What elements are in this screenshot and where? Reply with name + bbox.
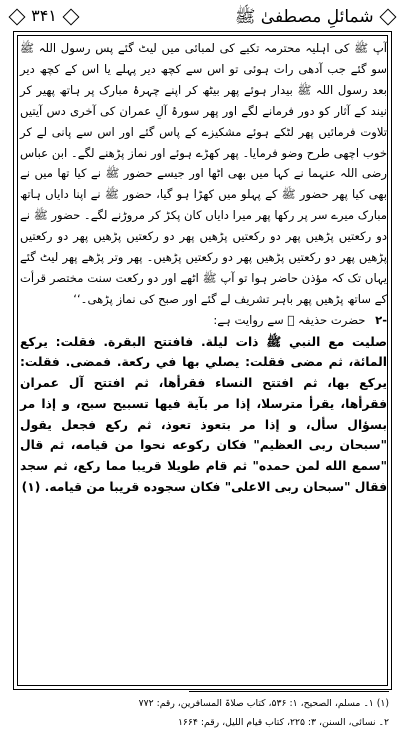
footnote-line: ۲۔ نسائی، السنن، ۳: ۲۲۵، کتاب قیام اللیل، رقم: ۱۶۶۴ [177, 717, 389, 728]
running-title [235, 6, 397, 31]
item-number: -۲ [375, 312, 387, 327]
arabic-hadith-text: صليت مع النبي ﷺ ذات ليلة. فافتتح البقرة. فقلت: يركع المائة، ثم مضى فقلت: يصلي بها في ركعة. فمضى. فقلت: يركع بها، ثم افتتح النساء فقرأها، ثم افتتح آل عمران فقرأها، يقرأ مترسلا، إذا مر بآية فيها تسبيح سبح، و إذا مر بسؤال سأل، و إذا مر بتعوذ تعوذ، ثم ركع فجعل يقول "سبحان ربی العظيم" فكان ركوعه نحوا من قيامه، ثم قال "سمع الله لمن حمده" ثم قام طويلا قريبا مما ركع، ثم سجد فقال "سبحان ربی الاعلى" فكان سجوده قريبا من قيامه. (۱) [20, 334, 387, 494]
page-number-text: ۳۴۱ [31, 6, 57, 25]
hadith-intro-text: حضرت حذیفہ ﷛ سے روایت ہے: [213, 312, 366, 327]
page-number [8, 6, 80, 25]
page-body [20, 38, 387, 497]
footnote-rule [189, 691, 389, 692]
footnote-line: (۱) ۱۔ مسلم، الصحیح، ۱: ۵۳۶، کتاب صلاۃ المسافرین، رقم: ۷۷۲ [138, 698, 389, 709]
diamond-ornament-icon [9, 8, 26, 25]
diamond-ornament-icon [380, 9, 397, 26]
page-header [6, 4, 399, 30]
footnotes [16, 694, 389, 732]
urdu-paragraph: آپ ﷺ کی اہلیہ محترمہ تکیے کی لمبائی میں لیٹ گئے پس رسول اللہ ﷺ سو گئے جب آدھی رات ہوئی تو اس سے کچھ دیر پہلے یا اس کے کچھ دیر بعد رسول اللہ ﷺ بیدار ہوئے پھر بیٹھ کر اپنے چہرۂ مبارک پر ہاتھ پھیر کر نیند کے آثار کو دور فرمانے لگے اور پھر سورۂ آلِ عمران کی آخری دس آیتیں تلاوت فرمائیں پھر لٹکے ہوئے مشکیزے کے پاس گئے اور اس سے پانی لے کر خوب اچھی طرح وضو فرمایا۔ پھر کھڑے ہوئے اور نماز پڑھنے لگے۔ ابن عباس رضی اللہ عنہما نے کہا میں بھی اٹھا اور جیسے حضور ﷺ نے کیا تھا میں نے بھی کیا پھر حضور ﷺ کے پہلو میں کھڑا ہو گیا، حضور ﷺ نے اپنا دایاں ہاتھ مبارک میرے سر پر رکھا پھر میرا دایاں کان پکڑ کر مروڑنے لگے۔ حضور ﷺ نے دو رکعتیں پڑھیں پھر دو رکعتیں پڑھیں پھر دو رکعتیں پڑھیں پھر دو رکعتیں پڑھیں پھر دو رکعتیں پڑھیں پھر دو رکعتیں پڑھیں۔ پھر وتر پڑھے پھر لیٹ گئے یہاں تک کہ مؤذن حاضر ہوا تو آپ ﷺ اٹھے اور دو رکعت سنت مختصر قرأت کے ساتھ پڑھیں پھر باہر تشریف لے گئے اور صبح کی نماز پڑھی۔‘‘ [20, 41, 387, 306]
running-title-text: شمائلِ مصطفیٰ ﷺ [234, 7, 374, 27]
hadith-intro [20, 310, 387, 330]
diamond-ornament-icon [62, 8, 79, 25]
